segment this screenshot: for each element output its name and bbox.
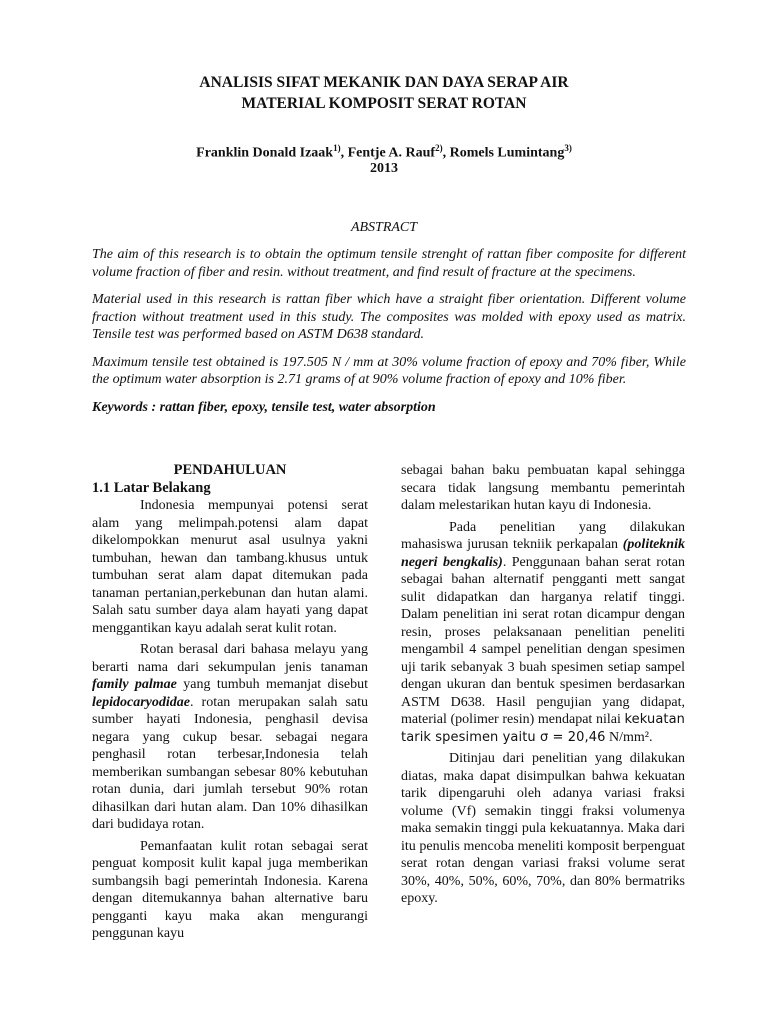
keywords: Keywords : rattan fiber, epoxy, tensile test, water absorption	[92, 399, 436, 415]
abstract-paragraph-2: Material used in this research is rattan fiber which have a straight fiber orientation. Different volume fraction without treatment used in this study. The composites was molded with epoxy used as matrix. Tensile test was performed based on ASTM D638 standard.	[92, 292, 686, 342]
title-line-1: ANALISIS SIFAT MEKANIK DAN DAYA SERAP AIR	[199, 74, 569, 91]
subsection-title: 1.1 Latar Belakang	[92, 479, 211, 496]
body-paragraph-1: Indonesia mempunyai potensi serat alam yang melimpah.potensi alam dapat dikelompokkan menurut asal usulnya yakni tumbuhan, hewan dan tambang.khusus untuk tumbuhan serat alam dapat ditemukan pada tanaman pertanian,perkebunan dan hutan alami. Salah satu sumber daya alam hayati yang dapat menggantikan kayu adalah serat kulit rotan.	[92, 498, 368, 636]
paragraph-text: . Penggunaan bahan serat rotan sebagai bahan alternatif pengganti mett sangat sulit didapatkan dan harganya relatif tinggi. Dalam penelitian ini serat rotan dicampur dengan resin, proses pelaksanaan penelitian peneliti mengambil 4 sampel penelitian dengan spesimen uji tarik sebanyak 3 buah spesimen setiap sampel dengan ukuran dan bentuk spesimen berdasarkan ASTM D638. Hasil pengujian yang didapat, material (polimer resin) mendapat nilai	[401, 554, 685, 727]
author-3-affiliation: 3)	[564, 143, 572, 153]
author-1: Franklin Donald Izaak	[196, 145, 334, 161]
abstract-paragraph-3: Maximum tensile test obtained is 197.505 N / mm at 30% volume fraction of epoxy and 70% fiber, While the optimum water absorption is 2.71 grams of at 90% volume fraction of epoxy and 10% fiber.	[92, 354, 686, 387]
publication-year: 2013	[370, 161, 398, 176]
abstract-paragraph-1: The aim of this research is to obtain the optimum tensile strenght of rattan fiber composite for different volume fraction of fiber and resin. without treatment, and find result of fracture at the specimens.	[92, 247, 686, 280]
section-title: PENDAHULUAN	[173, 462, 287, 478]
author-2: Fentje A. Rauf	[347, 145, 436, 161]
body-paragraph-5: Ditinjau dari penelitian yang dilakukan diatas, maka dapat disimpulkan bahwa kekuatan tarik dipengaruhi oleh adanya variasi fraksi volume (Vf) semakin tinggi fraksi volumenya maka semakin tinggi pula kekuatannya. Maka dari itu penulis mencoba meneliti komposit berpenguat serat rotan dengan variasi fraksi volume serat 30%, 40%, 50%, 60%, 70%, dan 80% bermatriks epoxy.	[401, 751, 685, 906]
author-separator: ,	[340, 145, 348, 161]
author-3: Romels Lumintang	[449, 145, 565, 161]
right-column	[401, 462, 685, 908]
tensile-value-text: kekuatan tarik spesimen yaitu σ = 20,46	[401, 712, 686, 745]
paragraph-text: . rotan merupakan salah satu sumber hayati Indonesia, penghasil devisa negara yang cukup besar. sebagai negara penghasil rotan terbesar,Indonesia telah memberikan sumbangan sebesar 80% kebutuhan rotan dunia, dari jumlah tersebut 90% rotan dihasilkan dari hutan alam. Dan 10% dihasilkan dari budidaya rotan.	[92, 694, 368, 832]
paragraph-text: Rotan berasal dari bahasa melayu yang berarti nama dari sekumpulan jenis tanaman	[92, 642, 368, 675]
paper-title	[0, 72, 768, 114]
term-family-palmae: family palmae	[92, 677, 177, 692]
paragraph-text: yang tumbuh memanjat disebut	[176, 677, 368, 692]
author-1-affiliation: 1)	[333, 143, 341, 153]
term-lepidocaryodidae: lepidocaryodidae	[92, 694, 190, 710]
author-separator: ,	[442, 145, 450, 161]
term-politeknik: (politeknik negeri bengkalis)	[401, 537, 685, 570]
abstract-heading: ABSTRACT	[350, 220, 418, 235]
left-column	[92, 462, 368, 943]
abstract-body	[92, 246, 686, 426]
paragraph-text: Pada penelitian yang dilakukan mahasiswa jurusan tekniik perkapalan	[401, 519, 685, 552]
body-paragraph-2	[92, 641, 368, 834]
paragraph-text: N/mm².	[608, 729, 653, 745]
author-2-affiliation: 2)	[435, 143, 443, 153]
body-paragraph-4	[401, 519, 685, 747]
body-paragraph-3: Pemanfaatan kulit rotan sebagai serat penguat komposit kulit kapal juga memberikan sumbangsih bagi pemerintah Indonesia. Karena dengan ditemukannya bahan alternative baru pengganti kayu maka akan mengurangi penggunan kayu	[92, 838, 368, 941]
body-paragraph-3-continued: sebagai bahan baku pembuatan kapal sehingga secara tidak langsung membantu pemerintah dalam melestarikan hutan kayu di Indonesia.	[401, 463, 685, 513]
title-line-2: MATERIAL KOMPOSIT SERAT ROTAN	[241, 95, 527, 112]
